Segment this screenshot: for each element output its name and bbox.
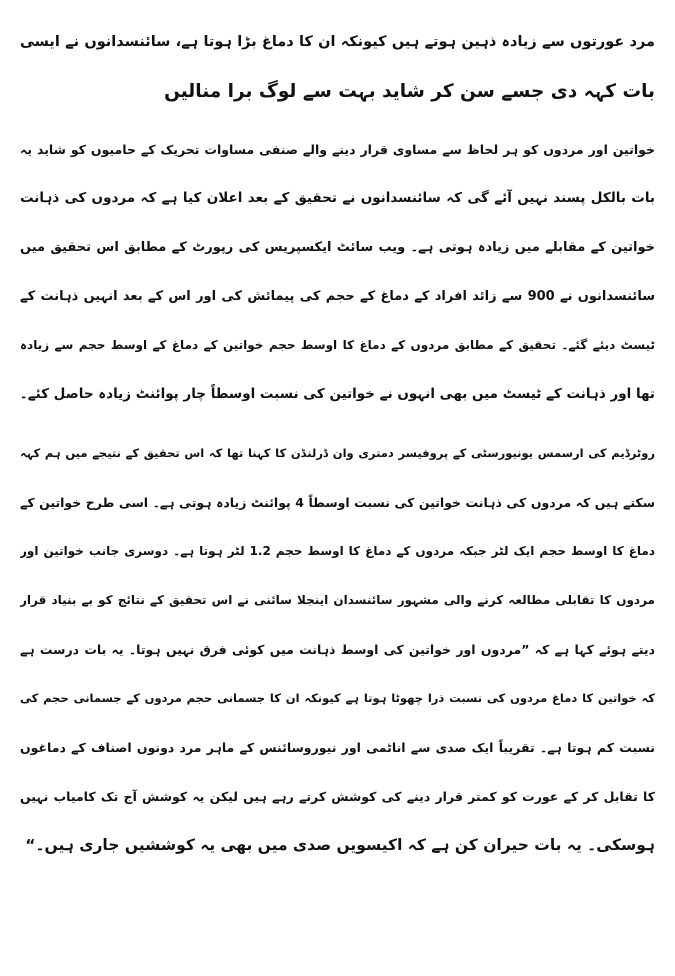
text-line: تھا اور ذہانت کے ٹیسٹ میں بھی انہوں نے خواتین کی نسبت اوسطاً چار پوائنٹ زیادہ حاصل کئے۔ <box>20 386 655 402</box>
text-line: بات کہہ دی جسے سن کر شاید بہت سے لوگ برا منالیں <box>164 81 655 102</box>
text-line: مردوں کا تقابلی مطالعہ کرنے والی مشہور سائنسدان اینجلا سائنی نے اس تحقیق کے نتائج کو بے بنیاد قرار <box>20 593 655 607</box>
text-line: ہوسکی۔ یہ بات حیران کن ہے کہ اکیسویں صدی میں بھی یہ کوششیں جاری ہیں۔“ <box>25 836 655 854</box>
text-line: دیتے ہوئے کہا ہے کہ ”مردوں اور خواتین کی اوسط ذہانت میں کوئی فرق نہیں ہوتا۔ یہ بات درست ہے <box>20 642 655 657</box>
text-line: مرد عورتوں سے زیادہ ذہین ہوتے ہیں کیونکہ ان کا دماغ بڑا ہوتا ہے، سائنسدانوں نے ایسی <box>20 34 655 50</box>
text-line: کہ خواتین کا دماغ مردوں کی نسبت ذرا چھوٹا ہوتا ہے کیونکہ ان کا جسمانی حجم مردوں کے جسمانی حجم کی <box>20 691 655 705</box>
text-line: دماغ کا اوسط حجم ایک لٹر جبکہ مردوں کے دماغ کا اوسط حجم 1.2 لٹر ہوتا ہے۔ دوسری جانب خواتین اور <box>20 544 655 558</box>
paragraph-intro <box>20 18 655 116</box>
text-line: نسبت کم ہوتا ہے۔ تقریباً ایک صدی سے اناٹمی اور نیوروسائنس کے ماہر مرد دونوں اصناف کے دماغوں <box>20 740 655 755</box>
text-line: خواتین کے مقابلے میں زیادہ ہوتی ہے۔ ویب سائٹ ایکسپریس کی رپورٹ کے مطابق اس تحقیق میں <box>20 240 655 255</box>
text-line: روٹرڈیم کی ارسمس یونیورسٹی کے پروفیسر دمتری وان ڈرلنڈن کا کہنا تھا کہ اس تحقیق کے نتیجے میں ہم کہہ <box>20 446 655 460</box>
paragraph-response <box>20 429 655 870</box>
text-line: بات بالکل پسند نہیں آئے گی کہ سائنسدانوں نے تحقیق کے بعد اعلان کیا ہے کہ مردوں کی ذہانت <box>20 190 655 206</box>
paragraph-gap <box>20 116 655 125</box>
paragraph-study <box>20 125 655 419</box>
text-line: کا تقابل کر کے عورت کو کمتر قرار دینے کی کوشش کرتے رہے ہیں لیکن یہ کوشش آج تک کامیاب نہیں <box>20 789 655 804</box>
text-line: ٹیسٹ دیئے گئے۔ تحقیق کے مطابق مردوں کے دماغ کا اوسط حجم خواتین کے دماغ کے اوسط حجم سے زیادہ <box>20 338 655 352</box>
paragraph-gap <box>20 419 655 429</box>
text-line: سائنسدانوں نے 900 سے زائد افراد کے دماغ کے حجم کی پیمائش کی اور اس کے بعد انہیں ذہانت کے <box>20 289 655 304</box>
text-line: سکتے ہیں کہ مردوں کی ذہانت خواتین کی نسبت اوسطاً 4 پوائنٹ زیادہ ہوتی ہے۔ اسی طرح خواتین کے <box>20 495 655 510</box>
text-line: خواتین اور مردوں کو ہر لحاظ سے مساوی قرار دینے والے صنفی مساوات تحریک کے حامیوں کو شاید یہ <box>20 142 655 157</box>
